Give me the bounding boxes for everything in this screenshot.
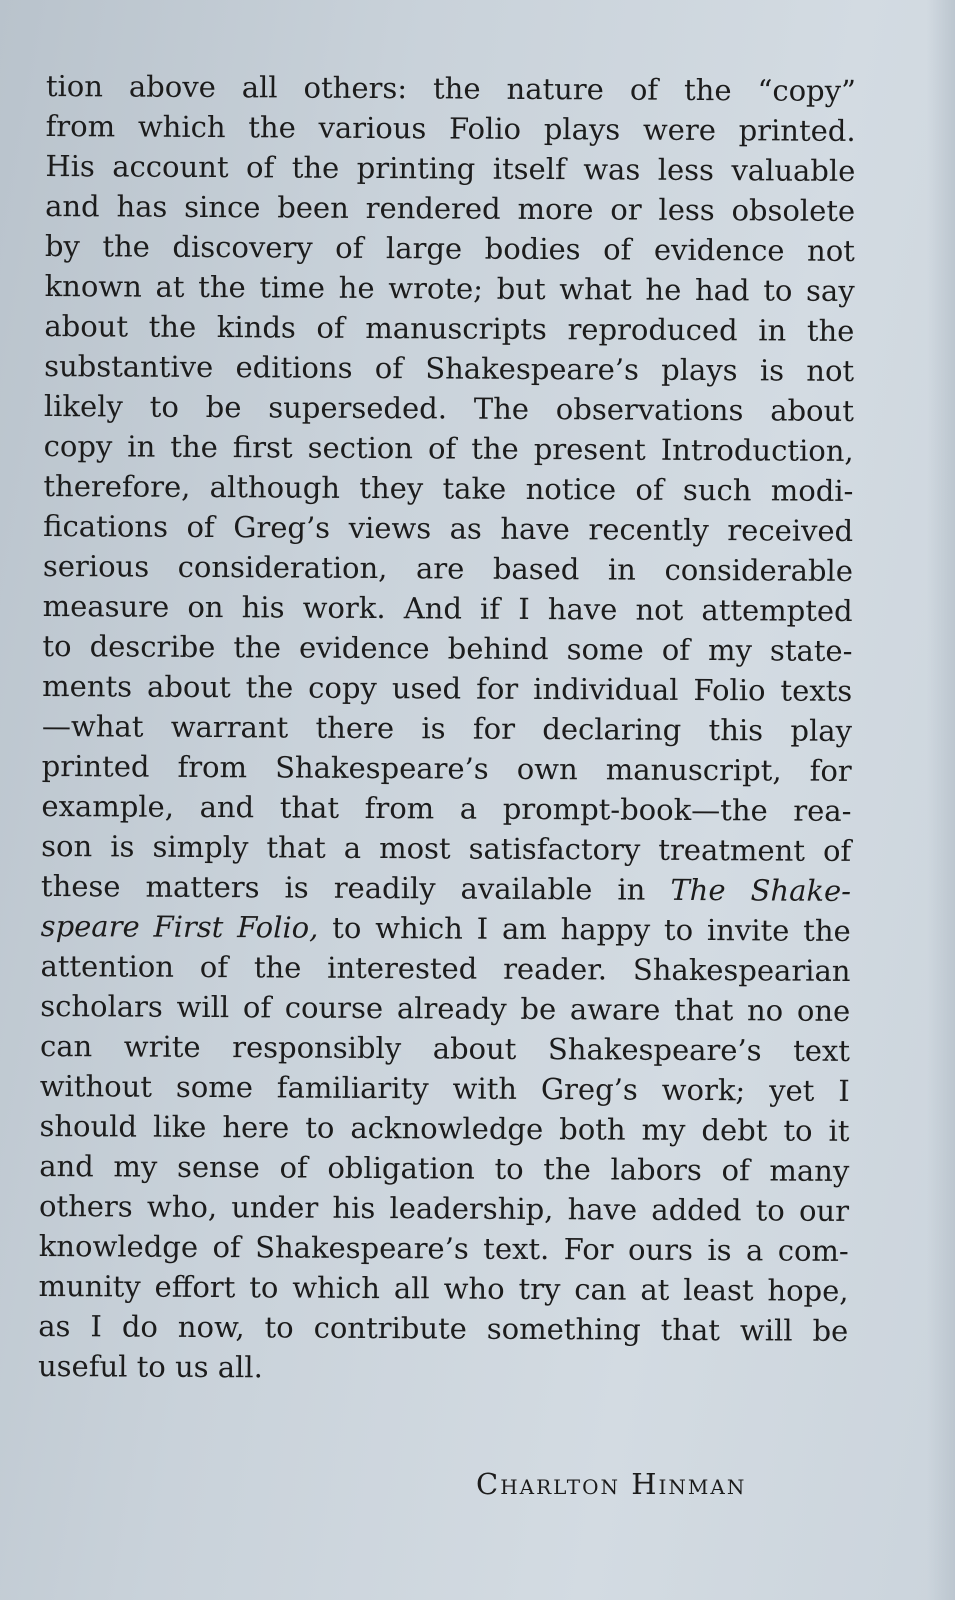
text-line: others who, under his leadership, have added to our xyxy=(38,1188,850,1228)
text-line-with-title xyxy=(41,906,851,951)
text-line: about the kinds of manuscripts reproduced in the xyxy=(44,308,855,348)
text-line: as I do now, to contribute something that will be xyxy=(38,1308,849,1348)
text-line: His account of the printing itself was less valuable xyxy=(45,148,856,188)
text-line: can write responsibly about Shakespeare’s text xyxy=(39,1028,851,1068)
text-line-final: useful to us all. xyxy=(37,1348,263,1385)
text-line: ments about the copy used for individual Folio texts xyxy=(42,668,853,708)
book-title-italic: speare First Folio, xyxy=(40,908,319,945)
text-line: and my sense of obligation to the labors of many xyxy=(39,1148,850,1188)
text-line-roman: to which I am happy to invite the xyxy=(318,910,851,948)
author-signature: Charlton Hinman xyxy=(476,1467,747,1501)
text-line: —what warrant there is for declaring this play xyxy=(41,708,853,748)
text-line: and has since been rendered more or less obsolete xyxy=(45,188,856,228)
text-line: munity effort to which all who try can at least hope, xyxy=(38,1268,849,1308)
text-line: to describe the evidence behind some of my state- xyxy=(42,628,853,668)
text-line: substantive editions of Shakespeare’s plays is not xyxy=(44,348,855,388)
text-line: fications of Greg’s views as have recently received xyxy=(43,508,854,548)
text-line: serious consideration, are based in considerable xyxy=(42,548,854,588)
text-line: copy in the first section of the present Introduction, xyxy=(43,428,854,468)
text-line: from which the various Folio plays were printed. xyxy=(45,108,856,148)
body-text xyxy=(38,66,856,1391)
text-line: therefore, although they take notice of such modi- xyxy=(43,468,854,508)
text-line: knowledge of Shakespeare’s text. For ours is a com- xyxy=(38,1228,849,1268)
page-edge-shadow xyxy=(927,0,955,1600)
book-title-italic: The Shake- xyxy=(670,872,852,908)
text-line: printed from Shakespeare’s own manuscript, for xyxy=(41,748,852,788)
text-line: son is simply that a most satisfactory treatment of xyxy=(41,828,852,868)
text-line: tion above all others: the nature of the “copy” xyxy=(45,68,856,108)
text-line: attention of the interested reader. Shakespearian xyxy=(40,948,851,988)
text-line: without some familiarity with Greg’s work; yet I xyxy=(39,1068,850,1108)
text-line: known at the time he wrote; but what he had to say xyxy=(44,268,855,308)
text-line: measure on his work. And if I have not attempted xyxy=(42,588,853,628)
text-line: likely to be superseded. The observations about xyxy=(43,388,855,428)
text-line: example, and that from a prompt-book—the rea- xyxy=(41,788,852,828)
text-line-with-title xyxy=(41,866,851,911)
text-line-roman: these matters is readily available in xyxy=(40,868,671,907)
text-line: by the discovery of large bodies of evidence not xyxy=(44,228,855,268)
text-line: should like here to acknowledge both my debt to it xyxy=(39,1108,850,1148)
text-line: scholars will of course already be aware that no one xyxy=(40,988,851,1028)
